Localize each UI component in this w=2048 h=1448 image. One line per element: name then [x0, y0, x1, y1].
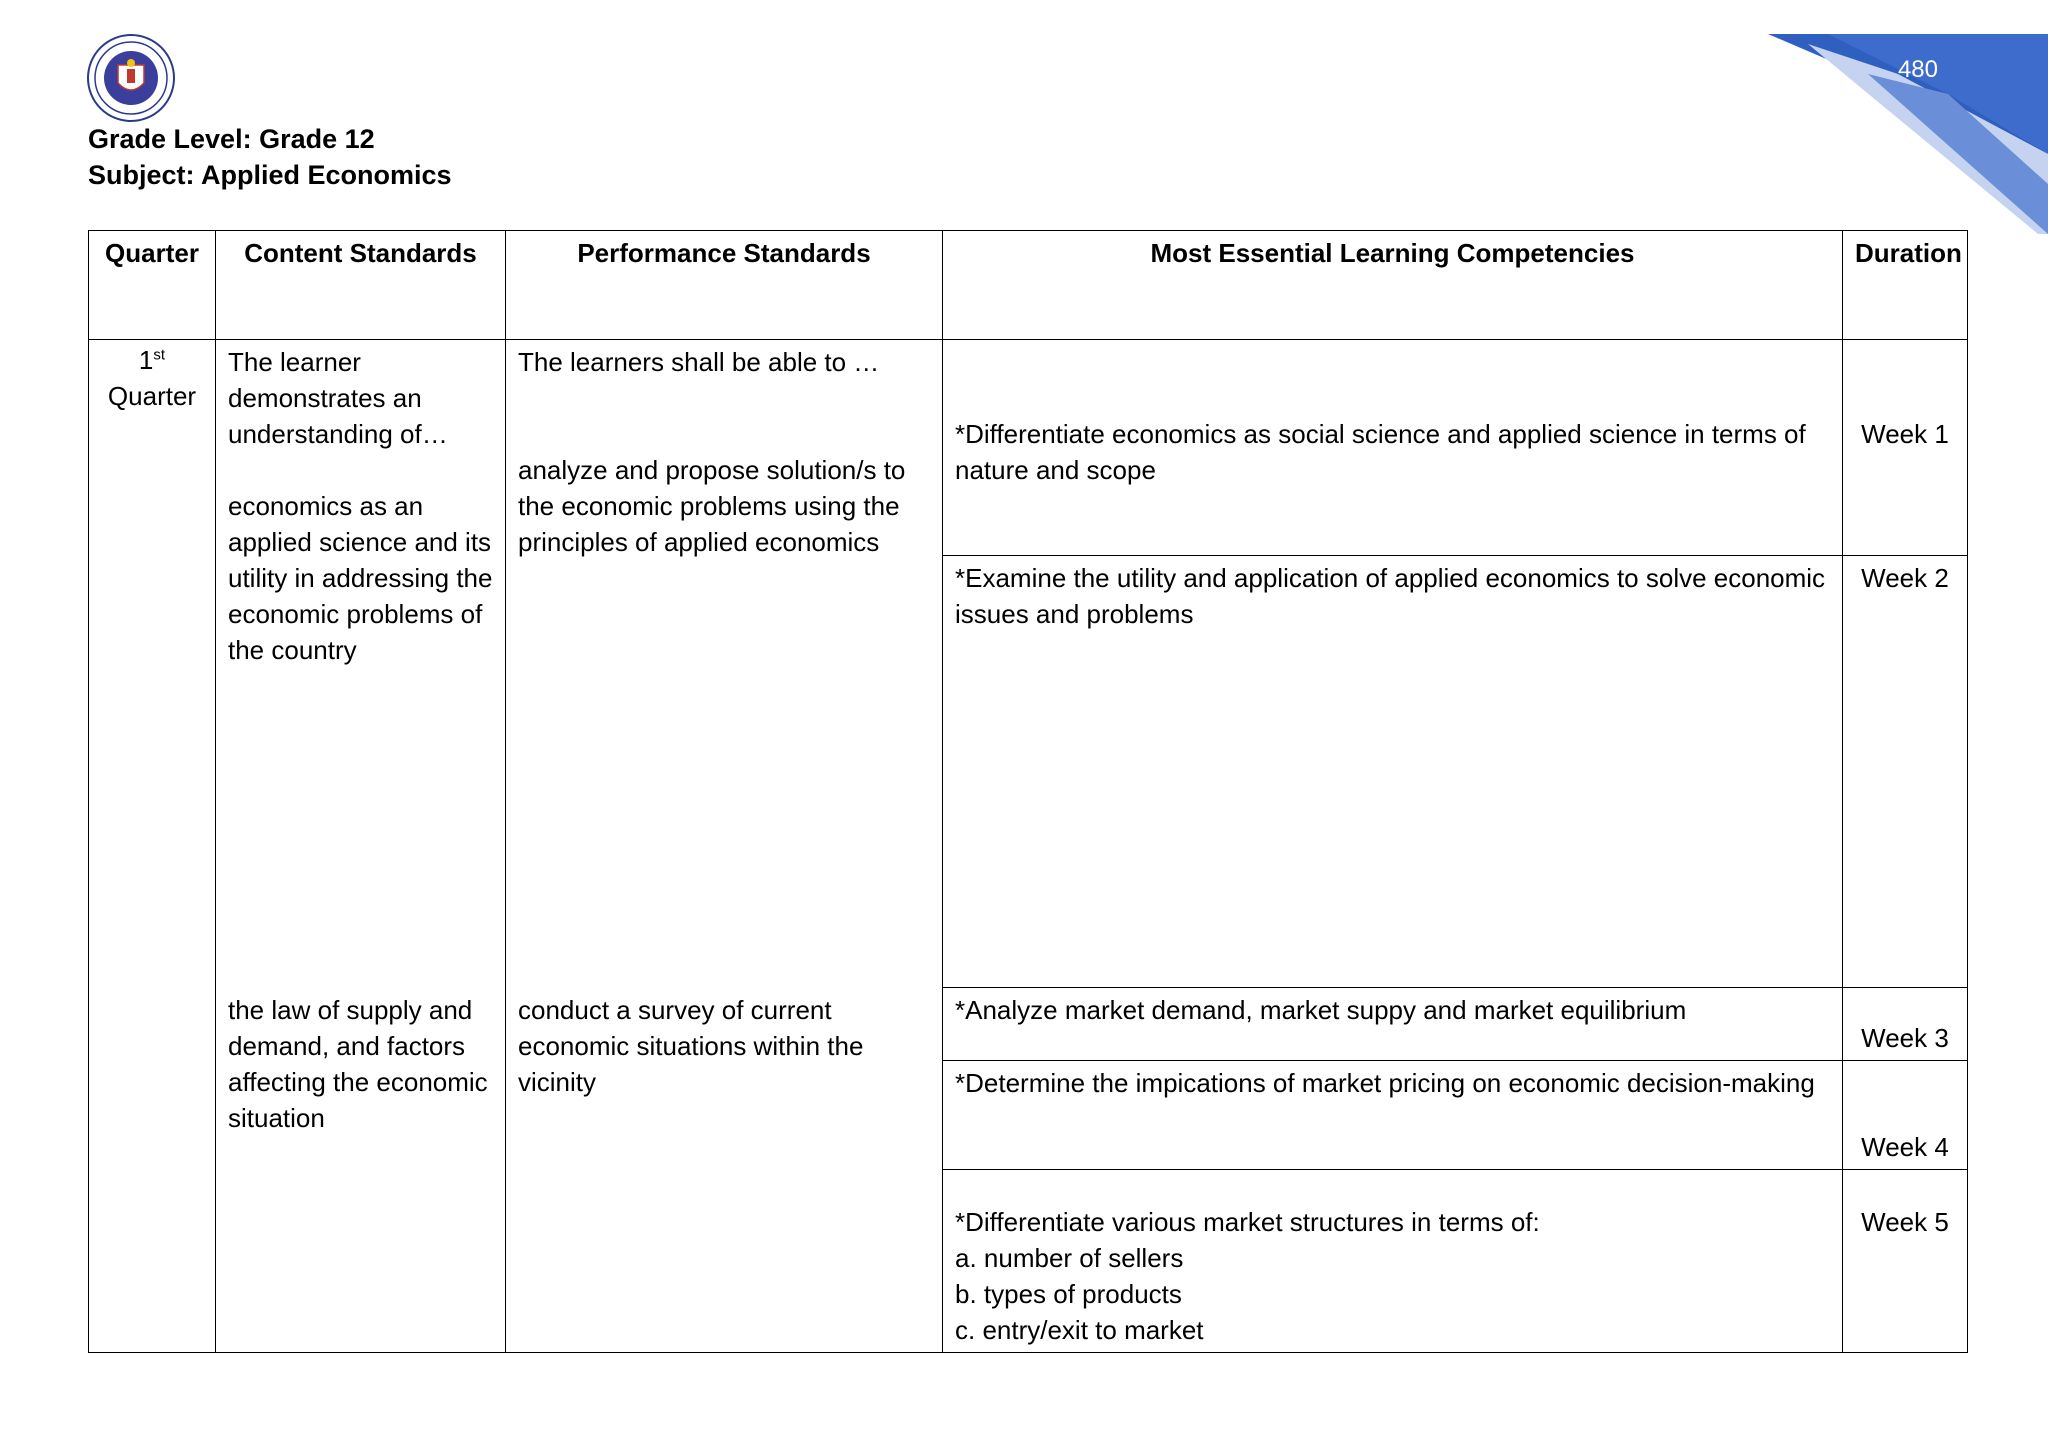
quarter-cell — [89, 340, 216, 1353]
competency-text: *Differentiate various market structures in terms of: — [955, 1207, 1540, 1237]
grade-level: Grade Level: Grade 12 — [88, 124, 375, 154]
competency-text: *Analyze market demand, market suppy and market equilibrium — [955, 995, 1687, 1025]
performance-body: conduct a survey of current economic situations within the vicinity — [518, 994, 864, 1097]
competency-cell — [943, 988, 1843, 1061]
content-intro: The learner demonstrates an understanding of… — [228, 347, 448, 449]
duration-text: Week 1 — [1861, 419, 1949, 449]
competency-text: *Examine the utility and application of applied economics to solve economic issues and problems — [955, 563, 1826, 629]
column-header: Quarter — [89, 231, 216, 340]
quarter-number: 1 — [138, 345, 154, 375]
column-header: Most Essential Learning Competencies — [943, 231, 1843, 340]
competency-subitem: a. number of sellers — [955, 1243, 1184, 1273]
content-body: the law of supply and demand, and factors affecting the economic situation — [228, 994, 488, 1133]
duration-cell — [1843, 556, 1968, 988]
duration-cell — [1843, 1061, 1968, 1170]
competency-text: *Determine the impications of market pricing on economic decision-making — [955, 1068, 1815, 1098]
duration-text: Week 3 — [1861, 1023, 1949, 1053]
performance-standard-cell — [506, 340, 943, 988]
column-header: Performance Standards — [506, 231, 943, 340]
performance-standard-cell — [506, 988, 943, 1353]
competency-subitem: b. types of products — [955, 1279, 1182, 1309]
page-number: 480 — [1897, 56, 1938, 83]
deped-seal-icon — [86, 33, 176, 123]
quarter-label: Quarter — [107, 381, 197, 411]
content-body: economics as an applied science and its utility in addressing the economic problems of the country — [228, 491, 493, 665]
competency-text: *Differentiate economics as social science and applied science in terms of nature and scope — [955, 419, 1806, 485]
content-standard-cell — [216, 340, 506, 988]
performance-intro: The learners shall be able to … — [518, 347, 880, 377]
column-header: Duration — [1843, 231, 1968, 340]
content-standard-cell — [216, 988, 506, 1353]
curriculum-table — [88, 230, 1968, 1353]
competency-cell — [943, 556, 1843, 988]
table-header-row — [89, 231, 1968, 340]
competency-cell — [943, 1170, 1843, 1353]
competency-cell — [943, 1061, 1843, 1170]
table-row — [89, 340, 1968, 556]
duration-cell — [1843, 1170, 1968, 1353]
duration-text: Week 4 — [1861, 1132, 1949, 1162]
quarter-suffix: st — [153, 346, 166, 364]
table-row — [89, 988, 1968, 1061]
performance-body: analyze and propose solution/s to the economic problems using the principles of applied economics — [518, 455, 906, 557]
duration-text: Week 5 — [1861, 1207, 1949, 1237]
column-header: Content Standards — [216, 231, 506, 340]
competency-cell — [943, 340, 1843, 556]
duration-cell — [1843, 988, 1968, 1061]
competency-subitem: c. entry/exit to market — [955, 1315, 1204, 1345]
duration-text: Week 2 — [1861, 563, 1949, 593]
subject: Subject: Applied Economics — [88, 160, 452, 190]
duration-cell — [1843, 340, 1968, 556]
